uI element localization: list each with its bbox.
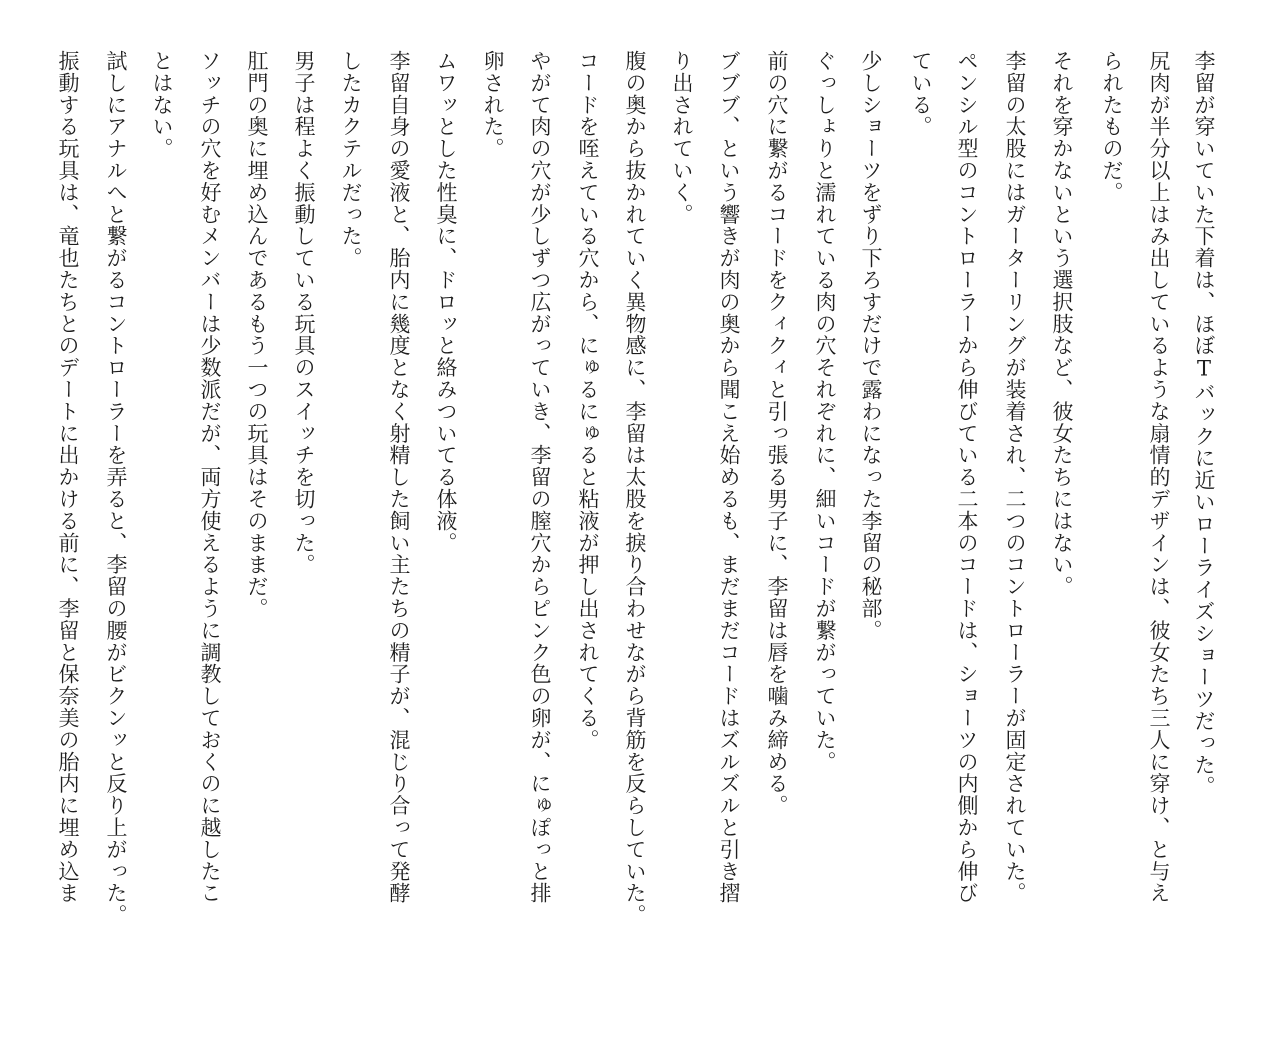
text-line: 李留の太股にはガーターリングが装着され、二つのコントローラーが固定されていた。 [1003,50,1027,905]
text-line: り出されていく。 [670,50,694,226]
text-line: 前の穴に繋がるコードをクィクィと引っ張る男子に、李留は唇を噛み締める。 [765,50,789,817]
text-line: 試しにアナルへと繋がるコントローラーを弄ると、李留の腰がビクンッと反り上がった。 [104,50,128,926]
text-line: 男子は程よく振動している玩具のスイッチを切った。 [292,50,316,576]
text-line: ムワッとした性臭に、ドロッと絡みついてる体液。 [434,50,458,554]
text-line: ぐっしょりと濡れている肉の穴それぞれに、細いコードが繋がっていた。 [813,50,837,773]
text-line: 李留自身の愛液と、胎内に幾度となく射精した飼い主たちの精子が、混じり合って発酵 [387,50,411,905]
text-line: とはない。 [150,50,174,160]
text-line: られたものだ。 [1100,50,1124,204]
text-line: 肛門の奥に埋め込んであるもう一つの玩具はそのままだ。 [245,50,269,620]
text-line: ソッチの穴を好むメンバーは少数派だが、両方使えるように調教しておくのに越したこ [198,50,222,905]
text-line: 腹の奥から抜かれていく異物感に、李留は太股を捩り合わせながら背筋を反らしていた。 [623,50,647,926]
text-line: ペンシル型のコントローラーから伸びている二本のコードは、ショーツの内側から伸び [955,50,979,905]
text-line: 李留が穿いていた下着は、ほぼTバックに近いローライズショーツだった。 [1192,50,1216,798]
text-line: コードを咥えている穴から、にゅるにゅると粘液が押し出されてくる。 [576,50,600,751]
text-line: ている。 [909,50,933,138]
text-line: したカクテルだった。 [339,50,363,269]
text-line: 卵された。 [481,50,505,160]
text-line: 尻肉が半分以上はみ出しているような扇情的デザインは、彼女たち三人に穿け、と与え [1147,50,1171,905]
text-line: 少しショーツをずり下ろすだけで露わになった李留の秘部。 [859,50,883,642]
text-line: やがて肉の穴が少しずつ広がっていき、李留の膣穴からピンク色の卵が、にゅぽっと排 [528,50,552,905]
text-line: ブブブ、という響きが肉の奥から聞こえ始めるも、まだまだコードはズルズルと引き摺 [717,50,741,905]
text-line: 振動する玩具は、竜也たちとのデートに出かける前に、李留と保奈美の胎内に埋め込ま [56,50,80,905]
text-line: それを穿かないという選択肢など、彼女たちにはない。 [1050,50,1074,598]
